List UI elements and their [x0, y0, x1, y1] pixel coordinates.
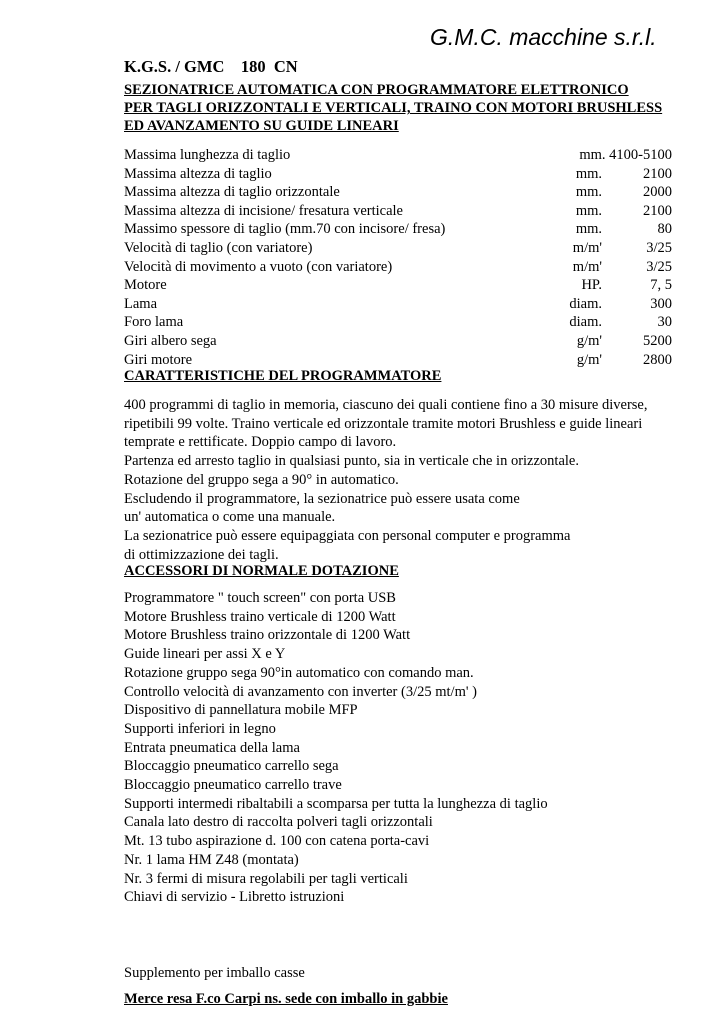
paragraph-line: un' automatica o come una manuale. [124, 509, 336, 526]
spec-unit: mm. [575, 202, 602, 219]
packaging-supplement: Supplemento per imballo casse [124, 965, 305, 981]
list-item: Dispositivo di pannellatura mobile MFP [124, 702, 358, 719]
spec-label: Massima altezza di incisione/ fresatura verticale [124, 202, 403, 219]
list-item: Supporti inferiori in legno [124, 720, 276, 737]
paragraph-line: temprate e rettificate. Doppio campo di lavoro. [124, 434, 397, 451]
spec-row [124, 295, 672, 314]
spec-label: Motore [124, 277, 167, 294]
list-item: Supporti intermedi ribaltabili a scomparsa per tutta la lunghezza di taglio [124, 795, 548, 812]
spec-label: Massima lunghezza di taglio [124, 147, 291, 163]
list-item: Nr. 3 fermi di misura regolabili per tagli verticali [124, 870, 408, 887]
spec-unit: diam. [569, 295, 602, 312]
spec-value: 5200 [643, 332, 672, 349]
model-name: K.G.S. / GMC 180 CN [124, 57, 298, 76]
programmer-section-title: CARATTERISTICHE DEL PROGRAMMATORE [124, 368, 442, 384]
spec-value: 2100 [643, 165, 672, 182]
spec-value: 3/25 [646, 239, 672, 256]
paragraph-line: La sezionatrice può essere equipaggiata con personal computer e programma [124, 527, 571, 544]
paragraph-line: Escludendo il programmatore, la sezionatrice può essere usata come [124, 490, 520, 507]
paragraph-line: di ottimizzazione dei tagli. [124, 546, 279, 563]
product-title-line: PER TAGLI ORIZZONTALI E VERTICALI, TRAINO CON MOTORI BRUSHLESS [124, 100, 663, 117]
list-item: Canala lato destro di raccolta polveri tagli orizzontali [124, 814, 433, 831]
paragraph-line: ripetibili 99 volte. Traino verticale ed orizzontale tramite motori Brushless e guide lineari [124, 415, 643, 432]
product-title [124, 81, 694, 136]
spec-value: 3/25 [646, 258, 672, 275]
spec-label: Velocità di movimento a vuoto (con variatore) [124, 258, 393, 275]
list-item: Controllo velocità di avanzamento con inverter (3/25 mt/m' ) [124, 683, 477, 700]
programmer-description [124, 396, 694, 564]
spec-table [124, 146, 672, 369]
spec-row [124, 351, 672, 370]
spec-row [124, 239, 672, 258]
spec-unit: m/m' [572, 258, 602, 275]
list-item: Motore Brushless traino verticale di 1200 Watt [124, 608, 396, 625]
list-item: Programmatore " touch screen" con porta USB [124, 590, 396, 606]
spec-value: 2000 [643, 184, 672, 201]
paragraph-line: 400 programmi di taglio in memoria, ciascuno dei quali contiene fino a 30 misure diverse, [124, 397, 648, 413]
spec-unit: g/m' [576, 351, 602, 368]
list-item: Bloccaggio pneumatico carrello sega [124, 758, 339, 775]
spec-label: Giri albero sega [124, 332, 217, 349]
list-item: Rotazione gruppo sega 90°in automatico con comando man. [124, 664, 474, 681]
list-item: Guide lineari per assi X e Y [124, 646, 286, 663]
spec-value: 80 [657, 221, 672, 238]
spec-unit: HP. [581, 277, 602, 294]
product-title-line: ED AVANZAMENTO SU GUIDE LINEARI [124, 118, 399, 135]
spec-unit: g/m' [576, 332, 602, 349]
company-name: G.M.C. macchine s.r.l. [430, 24, 657, 50]
spec-unit: mm. [575, 165, 602, 182]
accessories-section-title: ACCESSORI DI NORMALE DOTAZIONE [124, 563, 399, 579]
paragraph-line: Rotazione del gruppo sega a 90° in automatico. [124, 471, 399, 488]
spec-unit: diam. [569, 314, 602, 331]
spec-label: Giri motore [124, 351, 193, 368]
spec-row [124, 165, 672, 184]
spec-row [124, 220, 672, 239]
paragraph-line: Partenza ed arresto taglio in qualsiasi punto, sia in verticale che in orizzontale. [124, 453, 579, 470]
spec-label: Lama [124, 295, 158, 312]
spec-value: 2800 [643, 351, 672, 368]
spec-label: Foro lama [124, 314, 184, 331]
product-title-line: SEZIONATRICE AUTOMATICA CON PROGRAMMATORE ELETTRONICO [124, 82, 629, 98]
spec-label: Massima altezza di taglio [124, 165, 272, 182]
spec-row [124, 183, 672, 202]
spec-unit: mm. [575, 184, 602, 201]
spec-value: mm. 4100-5100 [579, 147, 672, 163]
list-item: Nr. 1 lama HM Z48 (montata) [124, 851, 299, 868]
list-item: Entrata pneumatica della lama [124, 739, 300, 756]
accessories-list [124, 589, 694, 907]
spec-label: Velocità di taglio (con variatore) [124, 239, 313, 256]
spec-unit: mm. [575, 221, 602, 238]
spec-label: Massima altezza di taglio orizzontale [124, 184, 340, 201]
spec-row [124, 332, 672, 351]
spec-row [124, 313, 672, 332]
list-item: Mt. 13 tubo aspirazione d. 100 con catena porta-cavi [124, 833, 430, 850]
list-item: Bloccaggio pneumatico carrello trave [124, 777, 342, 794]
spec-value: 30 [657, 314, 672, 331]
spec-value: 7, 5 [650, 277, 672, 294]
spec-row [124, 146, 672, 165]
list-item: Chiavi di servizio - Libretto istruzioni [124, 889, 345, 906]
spec-value: 2100 [643, 202, 672, 219]
spec-row [124, 276, 672, 295]
delivery-terms: Merce resa F.co Carpi ns. sede con imballo in gabbie [124, 991, 448, 1007]
spec-unit: m/m' [572, 239, 602, 256]
spec-row [124, 258, 672, 277]
spec-value: 300 [650, 295, 672, 312]
spec-row [124, 202, 672, 221]
list-item: Motore Brushless traino orizzontale di 1200 Watt [124, 627, 411, 644]
spec-label: Massimo spessore di taglio (mm.70 con incisore/ fresa) [124, 221, 446, 238]
